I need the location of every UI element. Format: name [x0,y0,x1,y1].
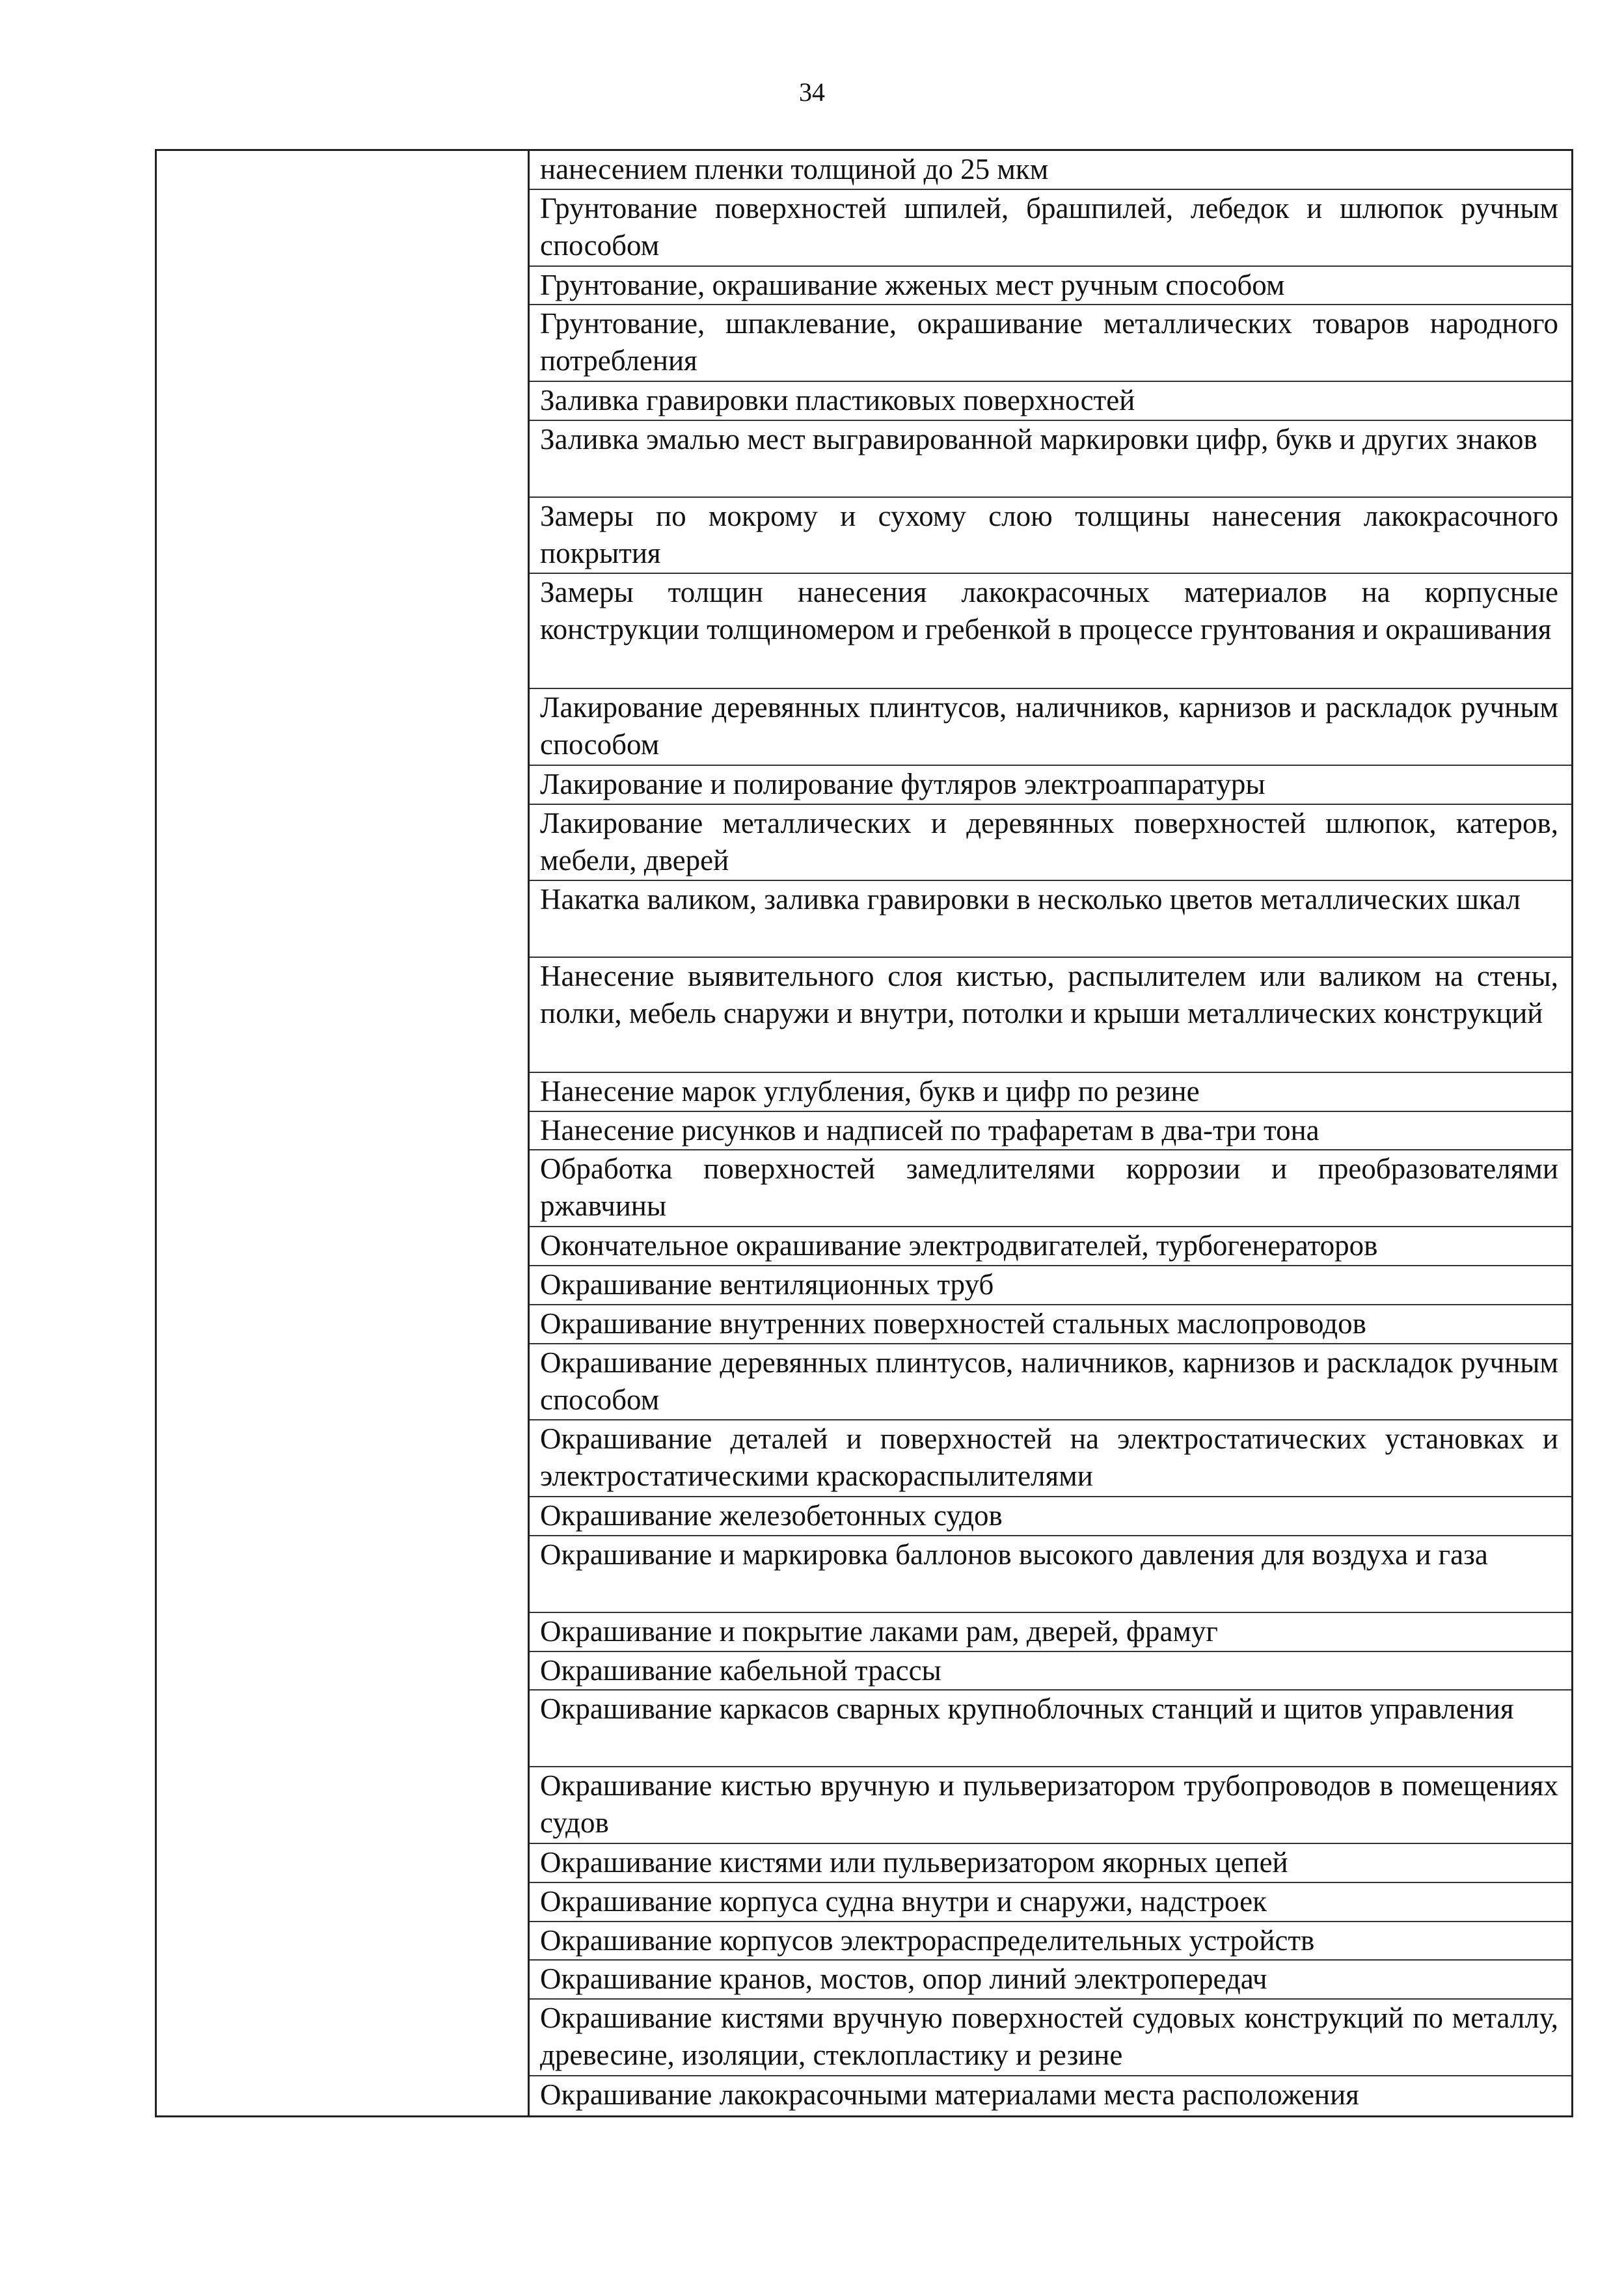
table-row: Лакирование металлических и деревянных поверхностей шлюпок, катеров, мебели, дверей [530,805,1571,882]
table-row: Окрашивание кранов, мостов, опор линий электропередач [530,1961,1571,2000]
table-row: Нанесение марок углубления, букв и цифр по резине [530,1073,1571,1112]
table-row: Окрашивание деревянных плинтусов, наличников, карнизов и раскладок ручным способом [530,1344,1571,1421]
table-row: Заливка эмалью мест выгравированной маркировки цифр, букв и других знаков [530,421,1571,498]
table-row: нанесением пленки толщиной до 25 мкм [530,151,1571,190]
table-row: Окрашивание и маркировка баллонов высокого давления для воздуха и газа [530,1536,1571,1613]
table-row: Заливка гравировки пластиковых поверхностей [530,382,1571,421]
table-row: Окрашивание корпусов электрораспределительных устройств [530,1922,1571,1961]
table-row: Обработка поверхностей замедлителями коррозии и преобразователями ржавчины [530,1150,1571,1227]
table-row: Окрашивание корпуса судна внутри и снаружи, надстроек [530,1883,1571,1922]
table-row: Окрашивание внутренних поверхностей стальных маслопроводов [530,1305,1571,1344]
table-row: Окрашивание и покрытие лаками рам, дверей, фрамуг [530,1613,1571,1652]
table-row: Лакирование и полирование футляров электроаппаратуры [530,766,1571,805]
table-row: Окрашивание деталей и поверхностей на электростатических установках и электростатическими краскораспылителями [530,1420,1571,1497]
table-row: Окрашивание кабельной трассы [530,1652,1571,1691]
table-row: Лакирование деревянных плинтусов, наличников, карнизов и раскладок ручным способом [530,689,1571,766]
table-row: Окрашивание лакокрасочными материалами места расположения [540,2078,1359,2111]
table-row: Нанесение рисунков и надписей по трафаретам в два-три тона [530,1112,1571,1151]
left-column-empty-cell [157,151,530,2115]
table-row: Замеры по мокрому и сухому слою толщины нанесения лакокрасочного покрытия [530,498,1571,575]
table-row: Окончательное окрашивание электродвигателей, турбогенераторов [530,1227,1571,1266]
table-row: Замеры толщин нанесения лакокрасочных материалов на корпусные конструкции толщиномером и гребенкой в процессе грунтования и окрашивания [530,574,1571,689]
page-number: 34 [799,77,825,107]
work-types-table [155,149,1573,2117]
table-row: Окрашивание железобетонных судов [530,1497,1571,1536]
table-row: Окрашивание каркасов сварных крупноблочных станций и щитов управления [530,1691,1571,1767]
table-row: Грунтование, окрашивание жженых мест ручным способом [530,267,1571,306]
table-row: Грунтование поверхностей шпилей, брашпилей, лебедок и шлюпок ручным способом [530,190,1571,267]
table-row: Окрашивание вентиляционных труб [530,1266,1571,1305]
work-list-column [530,151,1571,2115]
table-row: Нанесение выявительного слоя кистью, распылителем или валиком на стены, полки, мебель снаружи и внутри, потолки и крыши металлических конструкций [530,958,1571,1073]
table-row: Накатка валиком, заливка гравировки в несколько цветов металлических шкал [530,881,1571,958]
table-row: Окрашивание кистями или пульверизатором якорных цепей [530,1844,1571,1883]
table-row: Грунтование, шпаклевание, окрашивание металлических товаров народного потребления [530,305,1571,382]
table-row: Окрашивание кистями вручную поверхностей судовых конструкций по металлу, древесине, изоляции, стеклопластику и резине [530,2000,1571,2076]
table-row: Окрашивание кистью вручную и пульверизатором трубопроводов в помещениях судов [530,1767,1571,1844]
